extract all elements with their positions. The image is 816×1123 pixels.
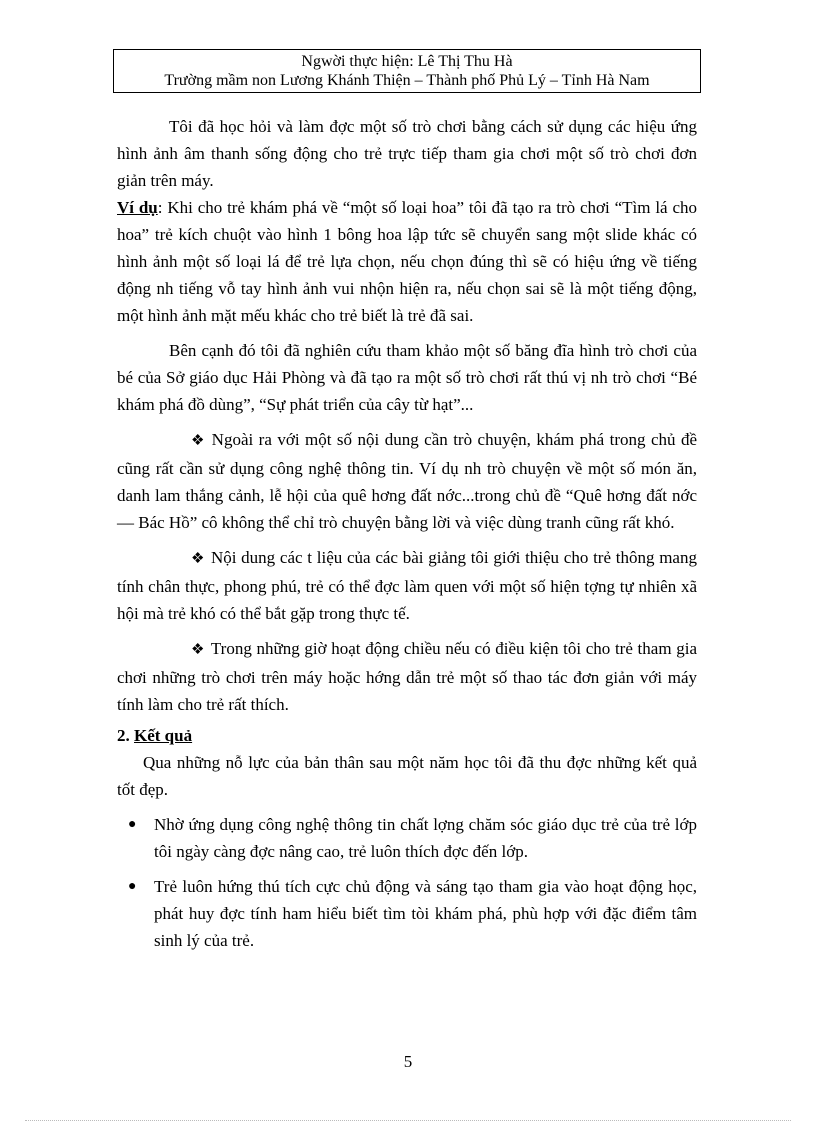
document-body [117,113,697,954]
list-item-text: Trẻ luôn hứng thú tích cực chủ động và sáng tạo tham gia vào hoạt động học, phát huy đợc tính ham hiểu biết tìm tòi khám phá, phù hợp với đặc điểm tâm sinh lý của trẻ. [154,877,697,950]
list-item-text: Nhờ ứng dụng công nghệ thông tin chất lợng chăm sóc giáo dục trẻ của trẻ lớp tôi ngày càng đợc nâng cao, trẻ luôn thích đợc đến lớp. [154,815,697,861]
section-intro: Qua những nỗ lực của bản thân sau một năm học tôi đã thu đợc những kết quả tốt đẹp. [117,753,697,799]
paragraph-research: Bên cạnh đó tôi đã nghiên cứu tham khảo một số băng đĩa hình trò chơi của bé của Sở giáo dục Hải Phòng và đã tạo ra một số trò chơi rất thú vị nh trò chơi “Bé khám phá đồ dùng”, “Sự phát triển của cây từ hạt”... [117,341,697,414]
bullet-icon: ● [128,817,137,832]
section-number: 2. [117,726,134,745]
diamond-bullet-icon: ❖ [191,551,205,567]
paragraph-example [117,194,697,329]
example-text: : Khi cho trẻ khám phá về “một số loại hoa” tôi đã tạo ra trò chơi “Tìm lá cho hoa” trẻ kích chuột vào hình 1 bông hoa lập tức sẽ chuyển sang một slide khác có hình ảnh một số loại lá để trẻ lựa chọn, nếu chọn đúng thì sẽ có hiệu ứng về tiếng động nh tiếng vỗ tay hình ảnh vui nhộn hiện ra, nếu chọn sai sẽ là một tiếng động, một hình ảnh mặt mếu khác cho trẻ biết là trẻ đã sai. [117,198,697,325]
list-item [117,873,697,954]
list-item [117,811,697,865]
diamond-paragraph-2 [117,544,697,627]
bullet-icon: ● [128,879,137,894]
diamond-paragraph-1 [117,426,697,536]
section-heading [117,722,697,749]
page-number: 5 [403,1052,413,1071]
diamond-bullet-icon: ❖ [191,433,206,449]
diamond-text-1: Ngoài ra với một số nội dung cần trò chuyện, khám phá trong chủ đề cũng rất cần sử dụng công nghệ thông tin. Ví dụ nh trò chuyện về một số món ăn, danh lam thắng cảnh, lễ hội của quê hơng đất nớc...trong chủ đề “Quê hơng đất nớc — Bác Hồ” cô không thể chỉ trò chuyện bằng lời và việc dùng tranh cũng rất khó. [117,430,698,532]
page-bottom-divider [25,1120,791,1121]
section-title: Kết quả [134,726,193,745]
diamond-text-3: Trong những giờ hoạt động chiều nếu có điều kiện tôi cho trẻ tham gia chơi những trò chơi trên máy hoặc hớng dẫn trẻ một số thao tác đơn giản với máy tính làm cho trẻ rất thích. [117,639,697,714]
document-header [113,49,701,93]
diamond-bullet-icon: ❖ [191,642,205,658]
header-author: Ngwời thực hiện: Lê Thị Thu Hà [301,53,513,70]
results-list [117,811,697,954]
diamond-text-2: Nội dung các t liệu của các bài giảng tôi giới thiệu cho trẻ thông mang tính chân thực, phong phú, trẻ có thể đợc làm quen với một số hiện tợng tự nhiên xã hội mà trẻ khó có thể bắt gặp trong thực tế. [117,548,697,623]
example-label: Ví dụ [117,198,158,217]
header-school: Trường mầm non Lương Khánh Thiện – Thành phố Phủ Lý – Tỉnh Hà Nam [164,72,650,89]
paragraph-intro: Tôi đã học hỏi và làm đợc một số trò chơi bằng cách sử dụng các hiệu ứng hình ảnh âm thanh sống động cho trẻ trực tiếp tham gia chơi một số trò chơi đơn giản trên máy. [117,117,697,190]
diamond-paragraph-3 [117,635,697,718]
